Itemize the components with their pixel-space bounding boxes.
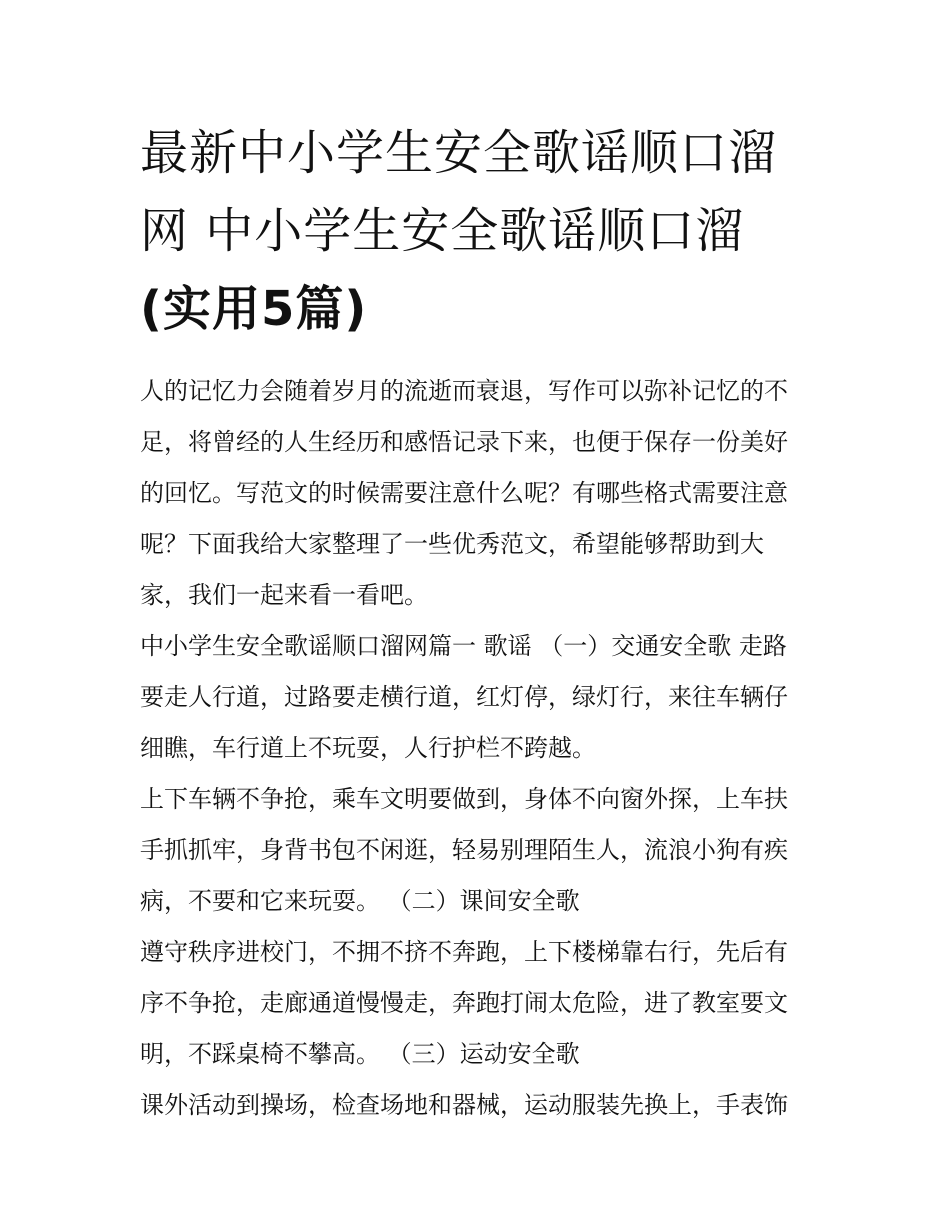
- text-line: 上下车辆不争抢，乘车文明要做到，身体不向窗外探，上车扶: [140, 785, 788, 813]
- text-line: 明，不踩桌椅不攀高。 （三）运动安全歌: [140, 1040, 580, 1068]
- text-line: 呢？下面我给大家整理了一些优秀范文，希望能够帮助到大: [140, 530, 764, 558]
- title-line: 最新中小学生安全歌谣顺口溜: [140, 125, 778, 181]
- text-line: 细瞧，车行道上不玩耍，人行护栏不跨越。: [140, 734, 596, 762]
- title-line: (实用5篇): [140, 281, 368, 337]
- intro-paragraph: [140, 366, 820, 621]
- text-line: 课外活动到操场，检查场地和器械，运动服装先换上，手表饰: [140, 1091, 788, 1119]
- text-line: 人的记忆力会随着岁月的流逝而衰退，写作可以弥补记忆的不: [140, 377, 788, 405]
- title-line: 网 中小学生安全歌谣顺口溜: [140, 203, 745, 259]
- text-line: 中小学生安全歌谣顺口溜网篇一 歌谣 （一）交通安全歌 走路: [140, 632, 787, 660]
- text-line: 序不争抢，走廊通道慢慢走，奔跑打闹太危险，进了教室要文: [140, 989, 788, 1017]
- body-paragraph: [140, 927, 820, 1080]
- body-paragraph: [140, 774, 820, 927]
- text-line: 的回忆。写范文的时候需要注意什么呢？有哪些格式需要注意: [140, 479, 788, 507]
- text-line: 足，将曾经的人生经历和感悟记录下来，也便于保存一份美好: [140, 428, 788, 456]
- body-paragraph: [140, 621, 820, 774]
- page-content: [140, 0, 820, 1131]
- text-line: 手抓抓牢，身背书包不闲逛，轻易别理陌生人，流浪小狗有疾: [140, 836, 788, 864]
- text-line: 要走人行道，过路要走横行道，红灯停，绿灯行，来往车辆仔: [140, 683, 788, 711]
- document-title: [140, 114, 820, 348]
- body-paragraph: [140, 1080, 820, 1131]
- text-line: 遵守秩序进校门，不拥不挤不奔跑，上下楼梯靠右行，先后有: [140, 938, 788, 966]
- text-line: 家，我们一起来看一看吧。: [140, 581, 428, 609]
- text-line: 病，不要和它来玩耍。 （二）课间安全歌: [140, 887, 580, 915]
